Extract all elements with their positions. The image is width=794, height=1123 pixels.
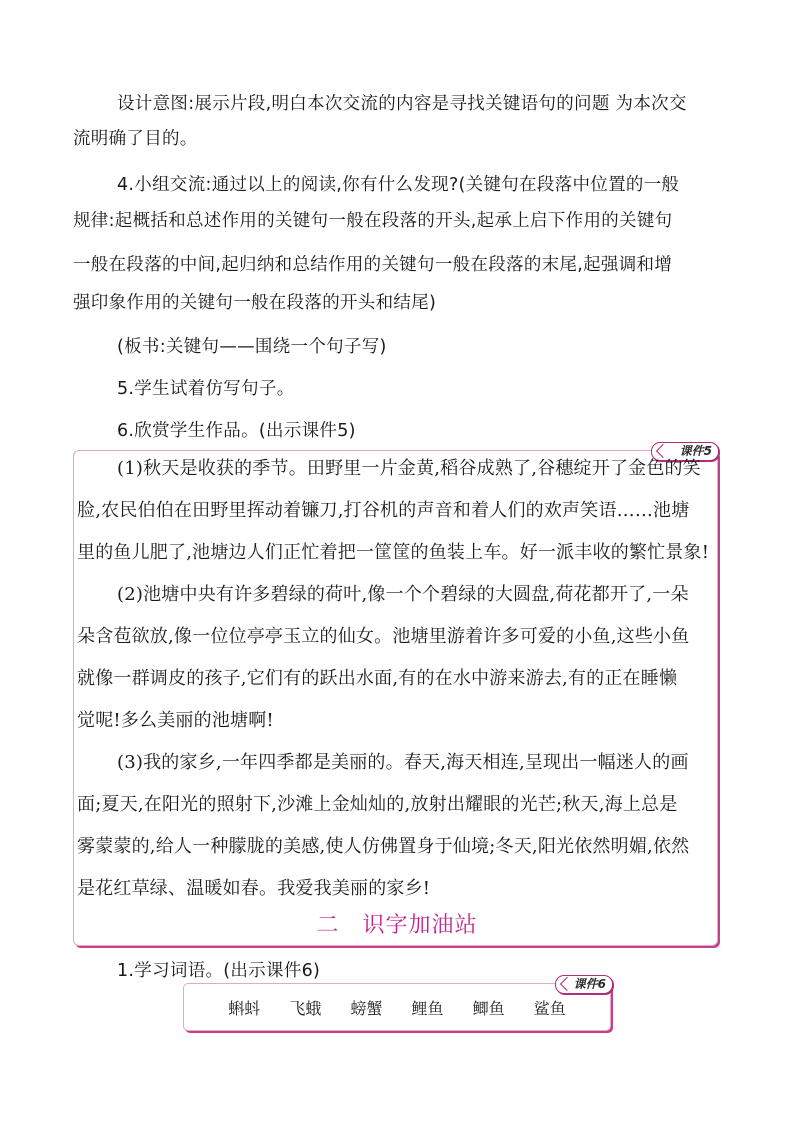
word-item: 蝌蚪	[228, 999, 261, 1018]
design-intent-line-1: 设计意图:展示片段,明白本次交流的内容是寻找关键语句的问题 为本次交	[117, 94, 687, 114]
word-item: 螃蟹	[350, 999, 383, 1018]
cw5-line-2: 脸,农民伯伯在田野里挥动着镰刀,打谷机的声音和着人们的欢声笑语……池塘	[77, 500, 690, 521]
item4-line-2: 规律:起概括和总述作用的关键句一般在段落的开头,起承上启下作用的关键句	[73, 211, 673, 231]
cw5-line-4: (2)池塘中央有许多碧绿的荷叶,像一个个碧绿的大圆盘,荷花都开了,一朵	[117, 584, 689, 605]
courseware-6-label: 课件6	[573, 977, 606, 991]
word-item: 鲨鱼	[533, 999, 566, 1018]
cw5-line-10: 雾蒙蒙的,给人一种朦胧的美感,使人仿佛置身于仙境;冬天,阳光依然明媚,依然	[77, 836, 690, 857]
item5: 5.学生试着仿写句子。	[117, 379, 295, 399]
item6: 6.欣赏学生作品。(出示课件5)	[117, 421, 356, 441]
design-intent-line-2: 流明确了目的。	[73, 129, 198, 149]
courseware-6-badge	[555, 975, 613, 994]
cw5-line-8: (3)我的家乡,一年四季都是美丽的。春天,海天相连,呈现出一幅迷人的画	[117, 752, 689, 773]
learn-item-1: 1.学习词语。(出示课件6)	[117, 961, 321, 981]
courseware-5-label: 课件5	[679, 444, 712, 458]
cw5-line-1: (1)秋天是收获的季节。田野里一片金黄,稻谷成熟了,谷穗绽开了金色的笑	[117, 458, 701, 479]
courseware-5-frame	[73, 450, 718, 946]
word-item: 飞蛾	[289, 999, 322, 1018]
badge-arrow-icon	[560, 977, 574, 991]
badge-arrow-icon	[656, 444, 670, 458]
board-note: (板书:关键句——围绕一个句子写)	[117, 337, 387, 357]
courseware-5-box	[73, 444, 718, 946]
word-item: 鲤鱼	[411, 999, 444, 1018]
cw5-line-5: 朵含苞欲放,像一位位亭亭玉立的仙女。池塘里游着许多可爱的小鱼,这些小鱼	[77, 626, 690, 647]
cw5-line-11: 是花红草绿、温暖如春。我爱我美丽的家乡!	[77, 878, 431, 899]
item4-line-4: 强印象作用的关键句一般在段落的开头和结尾)	[73, 293, 437, 313]
cw5-line-3: 里的鱼儿肥了,池塘边人们正忙着把一筐筐的鱼装上车。好一派丰收的繁忙景象!	[77, 542, 710, 563]
word-item: 鲫鱼	[472, 999, 505, 1018]
cw5-line-7: 觉呢!多么美丽的池塘啊!	[77, 710, 274, 731]
item4-line-1: 4.小组交流:通过以上的阅读,你有什么发现?(关键句在段落中位置的一般	[117, 175, 680, 195]
cw5-line-9: 面;夏天,在阳光的照射下,沙滩上金灿灿的,放射出耀眼的光芒;秋天,海上总是	[77, 794, 678, 815]
item4-line-3: 一般在段落的中间,起归纳和总结作用的关键句一般在段落的末尾,起强调和增	[73, 255, 673, 275]
section-title: 二 识字加油站	[316, 913, 478, 938]
vocabulary-list	[183, 999, 611, 1019]
cw5-line-6: 就像一群调皮的孩子,它们有的跃出水面,有的在水中游来游去,有的正在睡懒	[77, 668, 678, 689]
courseware-6-box	[183, 977, 611, 1031]
